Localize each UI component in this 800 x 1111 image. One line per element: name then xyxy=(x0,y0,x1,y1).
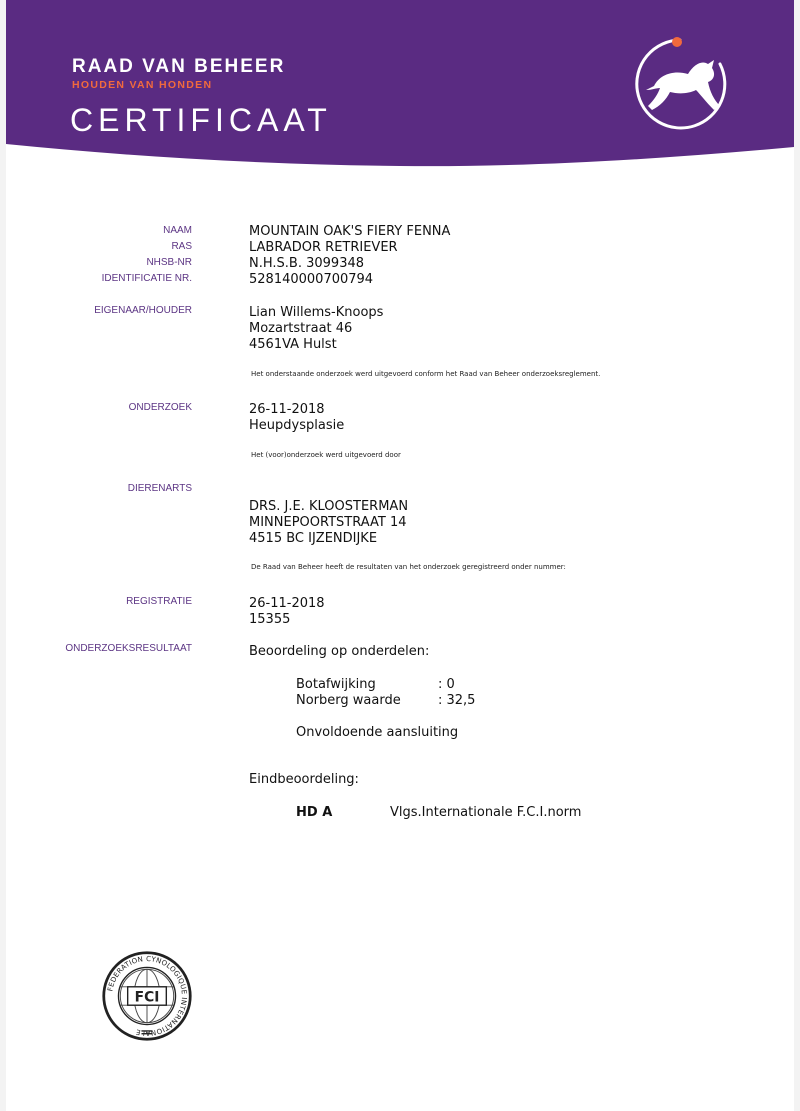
result-remark: Onvoldoende aansluiting xyxy=(296,725,459,740)
final-grade: HD A xyxy=(296,805,333,820)
vet-label: DIERENARTS xyxy=(127,483,192,494)
org-name: RAAD VAN BEHEER xyxy=(72,56,286,77)
vet-street: MINNEPOORTSTRAAT 14 xyxy=(249,515,407,530)
exam-type: Heupdysplasie xyxy=(249,418,345,433)
result-heading: Beoordeling op onderdelen: xyxy=(249,644,430,659)
identification-number: 528140000700794 xyxy=(249,272,374,287)
exam-note: Het onderstaande onderzoek werd uitgevoerd conform het Raad van Beheer onderzoeksreglement. xyxy=(251,370,601,378)
registration-number: 15355 xyxy=(249,612,291,627)
registration-note: De Raad van Beheer heeft de resultaten van het onderzoek geregistreerd onder nummer: xyxy=(251,563,566,571)
owner-name: Lian Willems-Knoops xyxy=(249,305,384,320)
result-item-value: : 32,5 xyxy=(438,693,476,708)
registration-label: REGISTRATIE xyxy=(126,596,192,607)
certificate-page xyxy=(6,0,794,1111)
vet-note: Het (voor)onderzoek werd uitgevoerd door xyxy=(251,451,401,459)
fci-seal-text: FCI xyxy=(134,989,160,1006)
dog-name: MOUNTAIN OAK'S FIERY FENNA xyxy=(249,224,451,239)
name-label: NAAM xyxy=(163,225,192,236)
org-tagline: HOUDEN VAN HONDEN xyxy=(72,79,213,91)
owner-city: 4561VA Hulst xyxy=(249,337,337,352)
dog-circle-logo-icon xyxy=(630,34,730,134)
exam-date: 26-11-2018 xyxy=(249,402,325,417)
vet-name: DRS. J.E. KLOOSTERMAN xyxy=(249,499,409,514)
exam-label: ONDERZOEK xyxy=(128,402,192,413)
result-label: ONDERZOEKSRESULTAAT xyxy=(65,643,192,654)
result-item-name: Botafwijking xyxy=(296,677,376,692)
nhsb-number: N.H.S.B. 3099348 xyxy=(249,256,365,271)
final-heading: Eindbeoordeling: xyxy=(249,772,359,787)
result-item-name: Norberg waarde xyxy=(296,693,401,708)
vet-city: 4515 BC IJZENDIJKE xyxy=(249,531,378,546)
registration-date: 26-11-2018 xyxy=(249,596,325,611)
identification-label: IDENTIFICATIE NR. xyxy=(101,273,192,284)
nhsb-label: NHSB-NR xyxy=(146,257,192,268)
fci-ring-text: FEDERATION CYNOLOGIQUE INTERNATIONALE xyxy=(106,954,188,1038)
owner-street: Mozartstraat 46 xyxy=(249,321,353,336)
breed-label: RAS xyxy=(171,241,192,252)
final-norm: Vlgs.Internationale F.C.I.norm xyxy=(390,805,582,820)
owner-label: EIGENAAR/HOUDER xyxy=(94,305,192,316)
dog-breed: LABRADOR RETRIEVER xyxy=(249,240,398,255)
document-title: CERTIFICAAT xyxy=(70,102,332,138)
result-item-value: : 0 xyxy=(438,677,455,692)
fci-seal-icon xyxy=(101,950,193,1042)
